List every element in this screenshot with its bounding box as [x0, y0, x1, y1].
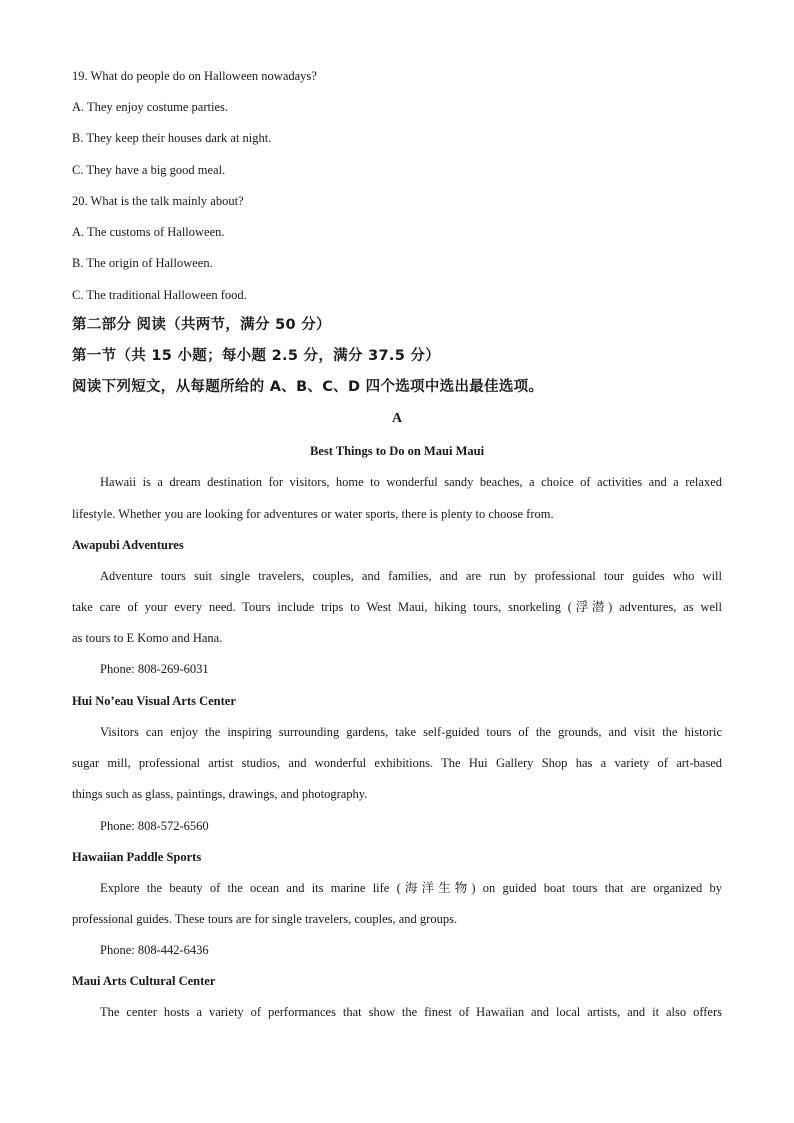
q19-option-a: A. They enjoy costume parties.: [72, 100, 228, 114]
item-text-line: professional guides. These tours are for single travelers, couples, and groups.: [72, 912, 458, 926]
q19-question: 19. What do people do on Halloween nowadays?: [72, 69, 317, 83]
passage-title: Best Things to Do on Maui Maui: [309, 444, 485, 458]
intro-line-2: lifestyle. Whether you are looking for adventures or water sports, there is plenty to choose from.: [72, 507, 554, 521]
q19-option-b: B. They keep their houses dark at night.: [72, 131, 272, 145]
item-phone: Phone: 808-269-6031: [100, 662, 209, 676]
item-phone: Phone: 808-572-6560: [100, 819, 209, 833]
item-text-line: Explore the beauty of the ocean and its marine life (海洋生物) on guided boat tours that are organized by: [100, 881, 722, 895]
item-text-line: Adventure tours suit single travelers, couples, and families, and are run by professional tour guides who will: [100, 569, 722, 583]
item-text-line: Visitors can enjoy the inspiring surrounding gardens, take self-guided tours of the grounds, and visit the historic: [100, 725, 722, 739]
q20-option-b: B. The origin of Halloween.: [72, 256, 213, 270]
instruction: 阅读下列短文，从每题所给的 A、B、C、D 四个选项中选出最佳选项。: [72, 379, 544, 395]
section-heading: 第一节（共 15 小题；每小题 2.5 分，满分 37.5 分）: [72, 348, 441, 364]
item-name: Maui Arts Cultural Center: [72, 974, 216, 988]
item-text-line: take care of your every need. Tours include trips to West Maui, hiking tours, snorkeling (浮潜) adventures, as well: [72, 600, 722, 614]
q20-option-c: C. The traditional Halloween food.: [72, 288, 247, 302]
part-heading: 第二部分 阅读（共两节，满分 50 分）: [72, 317, 331, 333]
intro-line-1: Hawaii is a dream destination for visitors, home to wonderful sandy beaches, a choice of activities and a relaxed: [100, 475, 722, 489]
item-text-line: things such as glass, paintings, drawings, and photography.: [72, 787, 368, 801]
q20-option-a: A. The customs of Halloween.: [72, 225, 225, 239]
item-phone: Phone: 808-442-6436: [100, 943, 209, 957]
item-text-line: The center hosts a variety of performances that show the finest of Hawaiian and local artists, and it also offers: [100, 1005, 722, 1019]
item-name: Hawaiian Paddle Sports: [72, 850, 202, 864]
item-text-line: sugar mill, professional artist studios, and wonderful exhibitions. The Hui Gallery Shop has a variety of art-based: [72, 756, 722, 770]
q19-option-c: C. They have a big good meal.: [72, 163, 226, 177]
q20-question: 20. What is the talk mainly about?: [72, 194, 244, 208]
item-name: Awapubi Adventures: [72, 538, 184, 552]
item-name: Hui No’eau Visual Arts Center: [72, 694, 236, 708]
passage-label: A: [391, 411, 403, 426]
item-text-line: as tours to E Komo and Hana.: [72, 631, 223, 645]
